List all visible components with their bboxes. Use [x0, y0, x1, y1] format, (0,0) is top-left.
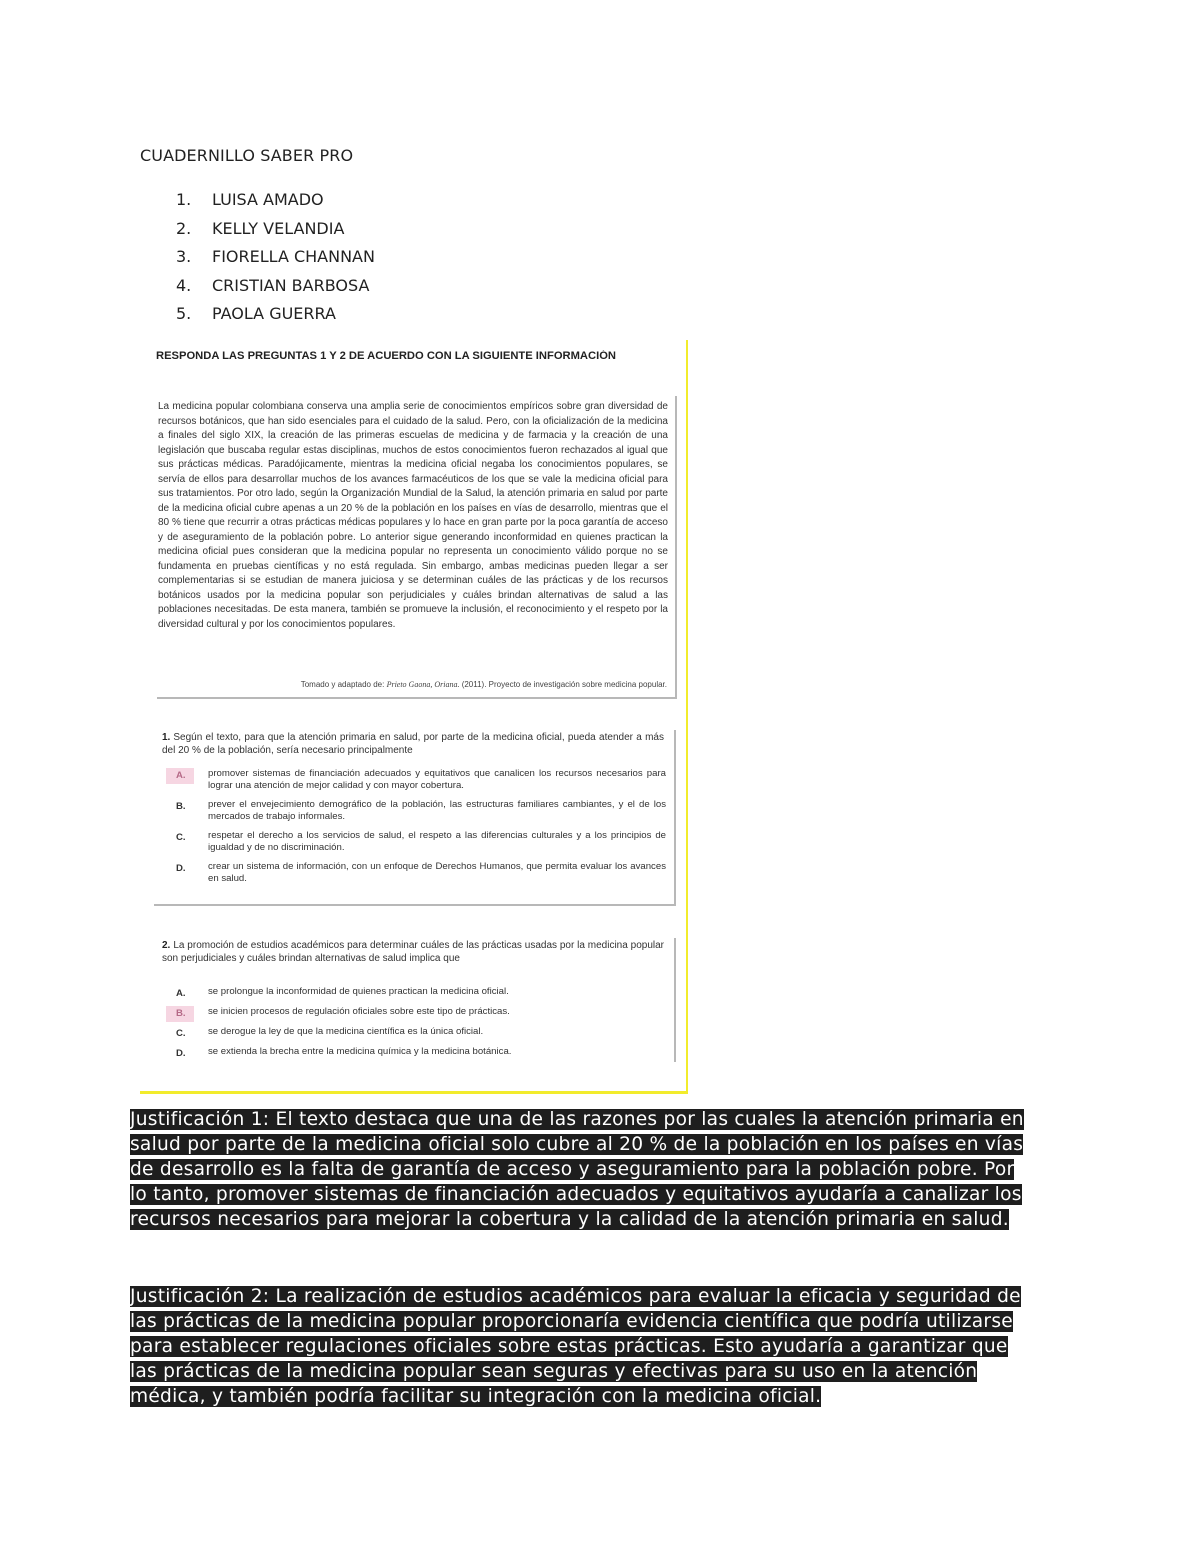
- question-number: 2.: [162, 940, 171, 951]
- question-number: 1.: [162, 732, 171, 743]
- list-item: [176, 302, 375, 331]
- member-name: LUISA AMADO: [212, 190, 324, 209]
- option-c: [166, 830, 666, 853]
- member-name: PAOLA GUERRA: [212, 304, 336, 324]
- question-1: [154, 730, 676, 906]
- option-letter: A.: [176, 988, 186, 1000]
- option-text: se inicien procesos de regulación oficiales sobre este tipo de prácticas.: [208, 1006, 510, 1017]
- option-d: [166, 1046, 666, 1062]
- option-c: [166, 1026, 666, 1042]
- option-text: respetar el derecho a los servicios de salud, el respeto a las diferencias culturales y a los principios de igualdad y de no discriminación.: [208, 830, 666, 853]
- option-text: prever el envejecimiento demográfico de la población, las estructuras familiares cambiantes, y el de los mercados de trabajo informales.: [208, 799, 666, 822]
- justification-2-text: Justificación 2: La realización de estudios académicos para evaluar la eficacia y seguridad de las prácticas de la medicina popular proporcionaría evidencia científica que podría utilizarse para establecer regulaciones oficiales sobre estas prácticas. Esto ayudaría a garantizar que las prácticas de la medicina popular sean seguras y efectivas para su uso en la atención médica, y también podría facilitar su integración con la medicina oficial.: [130, 1286, 1021, 1407]
- option-letter: D.: [176, 1048, 186, 1060]
- member-name: KELLY VELANDIA: [212, 218, 345, 238]
- option-letter: A.: [166, 768, 194, 784]
- list-number: 4.: [176, 275, 192, 295]
- document-title: CUADERNILLO SABER PRO: [140, 146, 354, 165]
- justification-2: [130, 1285, 1030, 1410]
- list-item: [176, 274, 375, 303]
- option-letter: D.: [176, 863, 186, 875]
- source-author: Prieto Gaona, Oriana.: [386, 680, 460, 689]
- option-letter: B.: [176, 801, 186, 813]
- option-b: [166, 1006, 666, 1022]
- question-text: Según el texto, para que la atención primaria en salud, por parte de la medicina oficial, pueda atender a más del 20 % de la población, sería necesario principalmente: [162, 732, 664, 756]
- source-prefix: Tomado y adaptado de:: [300, 680, 385, 689]
- justification-1: [130, 1108, 1030, 1233]
- exam-image: [140, 340, 688, 1094]
- option-letter: C.: [176, 1028, 186, 1040]
- question-2: [154, 938, 676, 1062]
- list-number: 3.: [176, 247, 192, 267]
- option-text: crear un sistema de información, con un enfoque de Derechos Humanos, que permita evaluar los avances en salud.: [208, 861, 666, 884]
- list-number: 5.: [176, 304, 192, 324]
- list-item: [176, 188, 375, 217]
- justification-1-text: Justificación 1: El texto destaca que una de las razones por las cuales la atención primaria en salud por parte de la medicina oficial solo cubre al 20 % de la población en los países en vías de desarrollo es la falta de garantía de acceso y aseguramiento para la población pobre. Por lo tanto, promover sistemas de financiación adecuados y equitativos ayudaría a canalizar los recursos necesarios para mejorar la cobertura y la calidad de la atención primaria en salud.: [130, 1109, 1024, 1230]
- option-b: [166, 799, 666, 822]
- source-rest: (2011). Proyecto de investigación sobre medicina popular.: [461, 680, 667, 689]
- option-a: [166, 986, 666, 1002]
- option-d: [166, 861, 666, 884]
- member-list: [176, 188, 375, 331]
- list-number: 2.: [176, 218, 192, 238]
- question-stem: [162, 732, 664, 757]
- option-letter: C.: [176, 832, 186, 844]
- option-text: se derogue la ley de que la medicina científica es la única oficial.: [208, 1026, 484, 1037]
- passage-text: La medicina popular colombiana conserva una amplia serie de conocimientos empíricos sobre gran diversidad de recursos botánicos, que han sido esenciales para el cuidado de la salud. Pero, con la oficialización de la medicina a finales del siglo XIX, la creación de las primeras escuelas de medicina y de farmacia y la creación de una legislación que buscaba regular estas disciplinas, muchos de estos conocimientos fueron rechazados al igual que sus prácticas médicas. Paradójicamente, mientras la medicina oficial negaba los conocimientos populares, se servía de ellos para desarrollar muchos de los avances farmacéuticos de los que se vale la medicina oficial para sus tratamientos. Por otro lado, según la Organización Mundial de la Salud, la atención primaria en salud por parte de la medicina oficial cubre apenas a un 20 % de la población en los países en vías de desarrollo, mientras que el 80 % tiene que recurrir a otras prácticas médicas populares y lo hace en gran parte por la poca garantía de acceso y de aseguramiento de la población pobre. Lo anterior sigue generando inconformidad en quienes practican la medicina oficial pues consideran que la medicina popular no representa un conocimiento válido porque no se fundamenta en pruebas científicas y no está regulada. Sin embargo, ambas medicinas pueden llegar a ser complementarias si se estudian de manera juiciosa y se determinan cuáles de las prácticas y de los recursos botánicos usados por la medicina popular son perjudiciales y cuáles brindan alternativas de salud a las poblaciones necesitadas. De esta manera, también se promueve la inclusión, el reconocimiento y el respeto por la diversidad cultural y por los conocimientos populares.: [158, 401, 668, 630]
- exam-header: RESPONDA LAS PREGUNTAS 1 Y 2 DE ACUERDO CON LA SIGUIENTE INFORMACIÓN: [156, 350, 616, 362]
- option-letter: B.: [166, 1006, 194, 1022]
- list-item: [176, 217, 375, 246]
- option-text: promover sistemas de financiación adecuados y equitativos que canalicen los recursos necesarios para lograr una atención de mejor calidad y con mayor cobertura.: [208, 768, 666, 791]
- member-name: CRISTIAN BARBOSA: [212, 275, 370, 295]
- question-stem: [162, 940, 664, 965]
- passage-box: [157, 396, 677, 699]
- option-text: se prolongue la inconformidad de quienes practican la medicina oficial.: [208, 986, 509, 997]
- list-item: [176, 245, 375, 274]
- option-a: [166, 768, 666, 791]
- source-citation: [301, 680, 667, 689]
- list-number: 1.: [176, 190, 192, 209]
- member-name: FIORELLA CHANNAN: [212, 247, 375, 267]
- option-text: se extienda la brecha entre la medicina química y la medicina botánica.: [208, 1046, 512, 1057]
- question-text: La promoción de estudios académicos para determinar cuáles de las prácticas usadas por la medicina popular son perjudiciales y cuáles brindan alternativas de salud implica que: [162, 940, 664, 964]
